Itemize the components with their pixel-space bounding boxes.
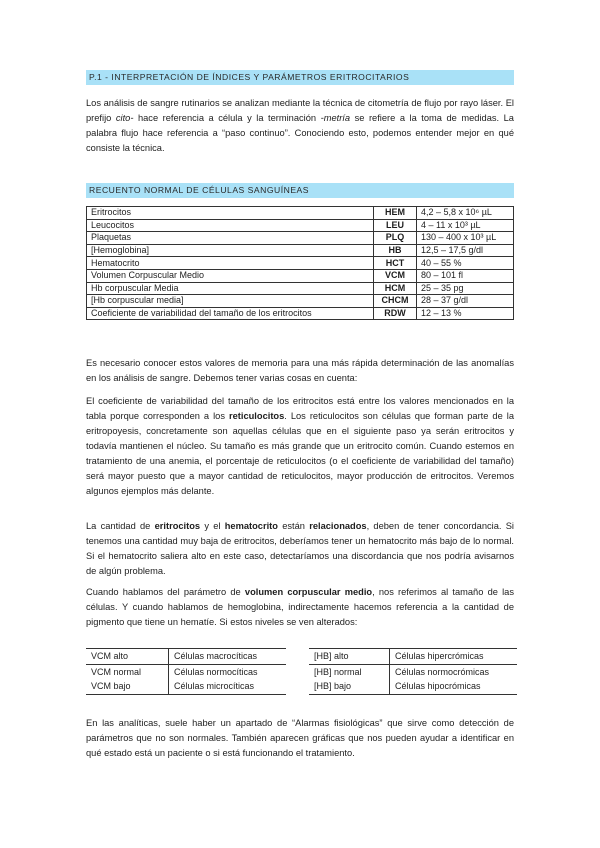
table-row: Hb corpuscular Media HCM 25 – 35 pg [87,282,514,295]
hematocrito-paragraph: La cantidad de eritrocitos y el hematocrito están relacionados, deben de tener concordancia. Si tenemos una cantidad muy baja de eritrocitos, deberíamos tener un hematocrito más bajo de lo normal. Si el hematocrito saliera alto en este caso, detectaríamos una discordancia que nos podría avisarnos de algún problema. [86,521,514,576]
intro-paragraph: Los análisis de sangre rutinarios se analizan mediante la técnica de citometría de flujo por rayo láser. El prefijo cito- hace referencia a célula y la terminación -metría se refiere a la toma de medidas. La palabra flujo hace referencia a “paso continuo”. Conociendo esto, podemos entender mejor en qué consiste la técnica. [86,98,514,153]
table-row: [HB] normal Células normocrómicas [309,664,517,679]
table-row: Eritrocitos HEM 4,2 – 5,8 x 10⁶ µL [87,207,514,220]
section-header-recuento: RECUENTO NORMAL DE CÉLULAS SANGUÍNEAS [86,183,514,198]
table-row: Hematocrito HCT 40 – 55 % [87,257,514,270]
table-row: VCM alto Células macrocíticas [86,649,286,665]
table-row: Plaquetas PLQ 130 – 400 x 10³ µL [87,232,514,245]
table-row: [HB] alto Células hipercrómicas [309,649,517,665]
table-row: Leucocitos LEU 4 – 11 x 10³ µL [87,219,514,232]
vcm-table [86,648,286,695]
hb-table [309,648,517,695]
memory-paragraph: Es necesario conocer estos valores de memoria para una más rápida determinación de las anomalías en los análisis de sangre. Debemos tener varias cosas en cuenta: [86,358,514,383]
blood-count-table [86,206,514,320]
table-row: [HB] bajo Células hipocrómicas [309,679,517,694]
table-row: VCM bajo Células microcíticas [86,679,286,694]
table-row: [Hemoglobina] HB 12,5 – 17,5 g/dl [87,244,514,257]
alarmas-paragraph: En las analíticas, suele haber un apartado de “Alarmas fisiológicas” que sirve como detección de parámetros que no son normales. También aparecen gráficas que nos pueden ayudar a identificar en qué estado está un paciente o si está funcionando el tratamiento. [86,718,514,758]
vcm-paragraph: Cuando hablamos del parámetro de volumen corpuscular medio, nos referimos al tamaño de las células. Y cuando hablamos de hemoglobina, indirectamente hacemos referencia a la cantidad de pigmento que tiene un hematíe. Si estos niveles se ven alterados: [86,587,514,627]
table-row: [Hb corpuscular media] CHCM 28 – 37 g/dl [87,295,514,308]
table-row: VCM normal Células normocíticas [86,664,286,679]
table-row: Coeficiente de variabilidad del tamaño de los eritrocitos RDW 12 – 13 % [87,307,514,320]
table-row: Volumen Corpuscular Medio VCM 80 – 101 fl [87,269,514,282]
reticulocitos-paragraph: El coeficiente de variabilidad del tamaño de los eritrocitos está entre los valores mencionados en la tabla porque corresponden a los reticulocitos. Los reticulocitos son células que forman parte de la eritropoyesis, concretamente son aquellas células que en el siguiente paso ya serán eritrocitos y todavía mantienen el núcleo. Su tamaño es más grande que un eritrocito común. Cuando estemos en tratamiento de una anemia, el porcentaje de reticulocitos (o el coeficiente de variabilidad del tamaño) será mayor puesto que a mayor cantidad de reticulocitos, mayor producción de eritrocitos. Veremos algunos ejemplos más delante. [86,396,514,496]
section-header-interpretacion: P.1 - INTERPRETACIÓN DE ÍNDICES Y PARÁMETROS ERITROCITARIOS [86,70,514,85]
